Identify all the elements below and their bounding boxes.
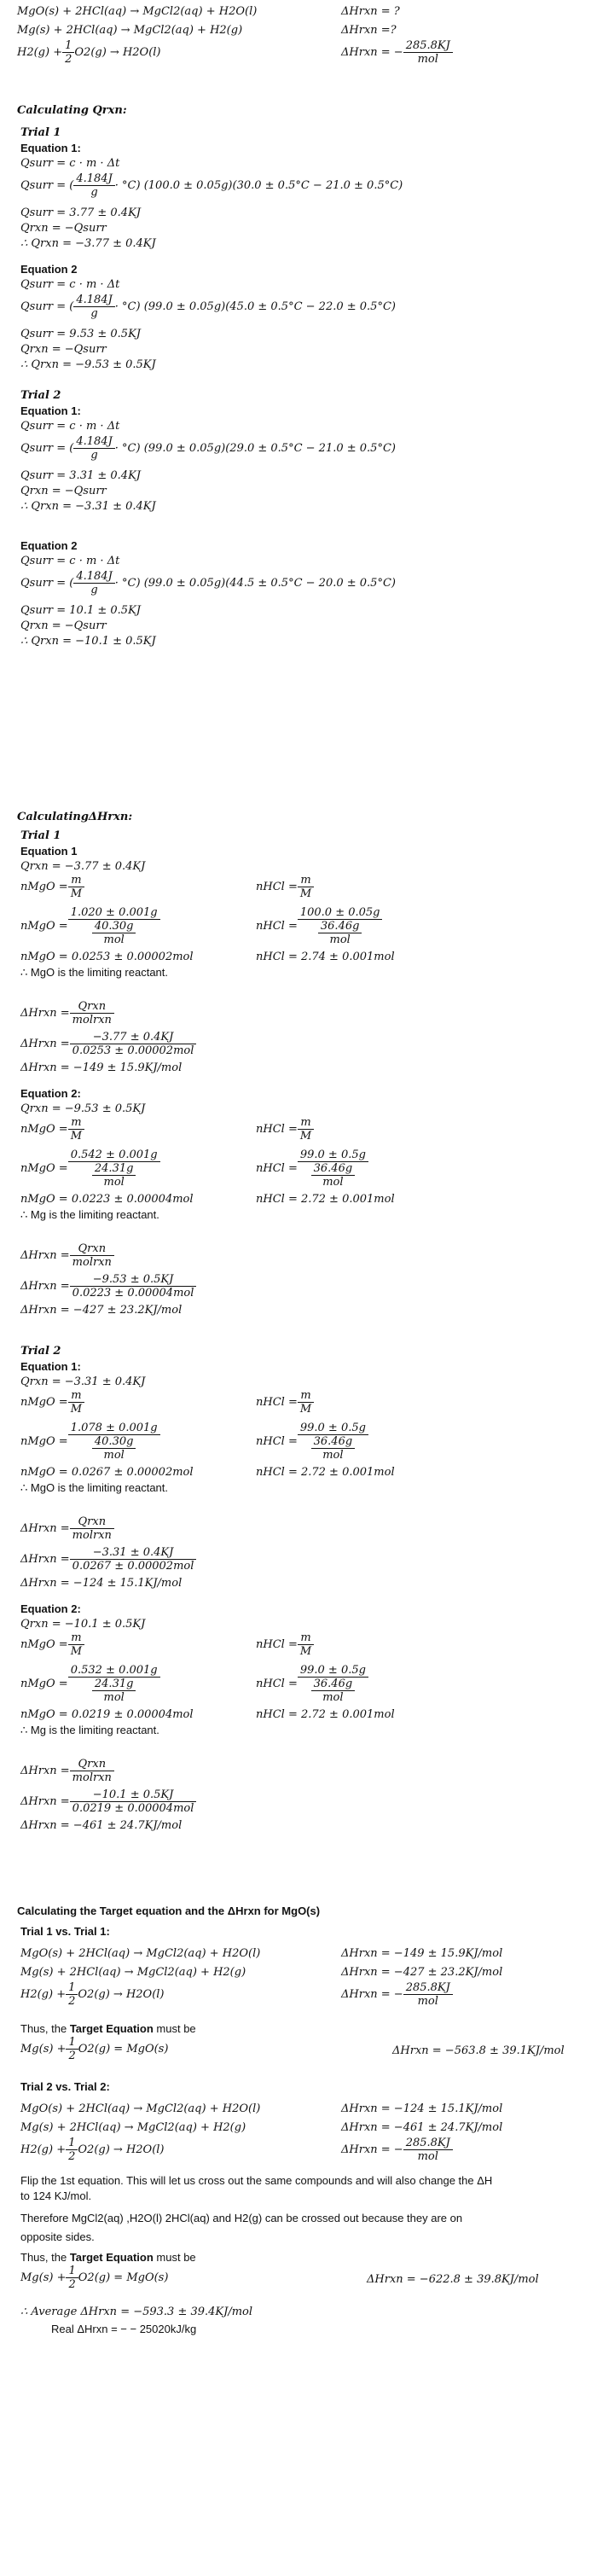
thus-post-1: must be bbox=[153, 2251, 196, 2264]
dh-calc-0-0-frac-numerator: −3.77 ± 0.4KJ bbox=[70, 1031, 197, 1044]
cmp-dh-1-1: ΔHrxn = −461 ± 24.7KJ/mol bbox=[341, 2121, 503, 2134]
cmp-dh-1-2-pre: ΔHrxn = − bbox=[341, 2143, 403, 2156]
dh-calc-0-1 bbox=[20, 1273, 196, 1300]
header-equation-2 bbox=[17, 39, 161, 66]
n-mgo-calc-frac-1-1 bbox=[68, 1664, 160, 1704]
dh-qrxn-0-0: Qrxn = −3.77 ± 0.4KJ bbox=[20, 860, 146, 873]
n-hcl-molar-frac-0-0 bbox=[318, 920, 362, 946]
dh-calc-0-1-frac-numerator: −9.53 ± 0.5KJ bbox=[70, 1273, 197, 1287]
target-equation-1-frac bbox=[66, 2265, 78, 2291]
n-hcl-molar-frac-0-0-numerator: 36.46g bbox=[318, 920, 362, 933]
n-mgo-def-0-0-frac-numerator: m bbox=[68, 874, 84, 887]
n-mgo-result-1-1: nMgO = 0.0219 ± 0.00004mol bbox=[20, 1708, 194, 1721]
n-hcl-calc-frac-0-1 bbox=[298, 1148, 368, 1189]
dh-eq-label-1-1: Equation 2: bbox=[20, 1602, 81, 1615]
q-surr-result-0-1: Qsurr = 9.53 ± 0.5KJ bbox=[20, 328, 141, 340]
q-trial-label-0: Trial 1 bbox=[20, 126, 61, 139]
n-hcl-molar-frac-1-0 bbox=[311, 1435, 356, 1462]
cmp-equation-1-2-pre: H2(g) + bbox=[20, 2143, 67, 2156]
dh-calc-1-0-frac bbox=[70, 1546, 197, 1573]
n-mgo-def-0-1-frac bbox=[68, 1116, 84, 1143]
n-hcl-calc-0-1 bbox=[256, 1148, 368, 1189]
dh-def-0-1 bbox=[20, 1242, 114, 1269]
dh-def-0-1-frac-denominator: molrxn bbox=[72, 1256, 112, 1269]
therefore-note-2: opposite sides. bbox=[20, 2230, 95, 2243]
dh-result-0-1: ΔHrxn = −427 ± 23.2KJ/mol bbox=[20, 1304, 183, 1317]
dh-calc-1-0-frac-denominator: 0.0267 ± 0.00002mol bbox=[72, 1560, 194, 1573]
q-rxn-eq-1-1: Qrxn = −Qsurr bbox=[20, 619, 107, 632]
real-dh: Real ΔHrxn = − − 25020kJ/kg bbox=[51, 2323, 197, 2335]
cmp-dh-1-0: ΔHrxn = −124 ± 15.1KJ/mol bbox=[341, 2102, 503, 2115]
dh-eq-label-0-0: Equation 1 bbox=[20, 845, 78, 858]
q-calc-0-1 bbox=[20, 294, 396, 320]
cmp-dh-0-1: ΔHrxn = −427 ± 23.2KJ/mol bbox=[341, 1966, 503, 1979]
n-mgo-result-1-0: nMgO = 0.0267 ± 0.00002mol bbox=[20, 1466, 194, 1479]
header-equation-1: Mg(s) + 2HCl(aq) → MgCl2(aq) + H2(g) bbox=[17, 24, 243, 37]
q-calc-0-0-frac bbox=[73, 172, 114, 199]
n-mgo-molar-mass bbox=[68, 920, 160, 946]
q-calc-1-1-frac bbox=[73, 570, 114, 596]
dh-calc-1-1-frac-denominator: 0.0219 ± 0.00004mol bbox=[72, 1802, 194, 1815]
q-section-title: Calculating Qrxn: bbox=[17, 104, 127, 117]
dh-def-1-1-frac-denominator: molrxn bbox=[72, 1771, 112, 1784]
q-rxn-result-1-0: ∴ Qrxn = −3.31 ± 0.4KJ bbox=[20, 500, 156, 513]
n-hcl-molar-frac-1-1-denominator: mol bbox=[322, 1691, 344, 1704]
n-hcl-calc-label-0-1: nHCl = bbox=[256, 1162, 298, 1175]
n-hcl-molar-mass bbox=[298, 920, 383, 946]
dh-calc-1-1-pre: ΔHrxn = bbox=[20, 1795, 70, 1808]
dh-def-1-1 bbox=[20, 1758, 114, 1784]
dh-def-1-1-pre: ΔHrxn = bbox=[20, 1765, 70, 1777]
cmp-equation-1-2-post: O2(g) → H2O(l) bbox=[78, 2143, 165, 2156]
n-mgo-result-0-0: nMgO = 0.0253 ± 0.00002mol bbox=[20, 951, 194, 963]
n-hcl-def-0-1-frac-denominator: M bbox=[299, 1130, 312, 1143]
cmp-equation-0-2 bbox=[20, 1981, 165, 2008]
target-equation-1-frac-denominator: 2 bbox=[68, 2278, 76, 2291]
dh-def-0-0 bbox=[20, 1000, 114, 1026]
q-calc-0-1-post: · °C) (99.0 ± 0.05g)(45.0 ± 0.5°C − 22.0 ± 0.5°C) bbox=[114, 300, 396, 313]
cmp-dh-0-2-pre: ΔHrxn = − bbox=[341, 1988, 403, 2001]
n-mgo-result-0-1: nMgO = 0.0223 ± 0.00004mol bbox=[20, 1193, 194, 1206]
n-mgo-molar-frac-0-1-denominator: mol bbox=[103, 1176, 125, 1189]
q-rxn-result-0-0: ∴ Qrxn = −3.77 ± 0.4KJ bbox=[20, 237, 156, 250]
cmp-equation-0-2-pre: H2(g) + bbox=[20, 1988, 67, 2001]
q-calc-0-1-pre: Qsurr = ( bbox=[20, 300, 74, 313]
n-hcl-molar-frac-1-0-numerator: 36.46g bbox=[311, 1435, 356, 1449]
q-calc-1-0-frac bbox=[73, 435, 114, 462]
n-hcl-def-0-0-pre: nHCl = bbox=[256, 881, 298, 893]
q-eq-label-1-1: Equation 2 bbox=[20, 539, 78, 552]
q-rxn-result-1-1: ∴ Qrxn = −10.1 ± 0.5KJ bbox=[20, 635, 156, 648]
target-equation-0-frac bbox=[66, 2036, 78, 2062]
cmp-equation-0-0: MgO(s) + 2HCl(aq) → MgCl2(aq) + H2O(l) bbox=[20, 1947, 261, 1960]
n-mgo-def-1-0-frac-numerator: m bbox=[68, 1389, 84, 1403]
n-hcl-def-1-0 bbox=[256, 1389, 314, 1416]
header-dh-2-frac bbox=[403, 39, 453, 66]
n-hcl-def-1-1 bbox=[256, 1631, 314, 1658]
q-calc-1-0-frac-denominator: g bbox=[90, 449, 98, 462]
n-mgo-molar-frac-0-1 bbox=[92, 1162, 136, 1189]
n-mgo-def-1-1-frac-numerator: m bbox=[68, 1631, 84, 1645]
cmp-equation-1-2-frac-denominator: 2 bbox=[68, 2150, 76, 2163]
dh-def-1-0-frac-denominator: molrxn bbox=[72, 1529, 112, 1542]
dh-calc-1-1-frac bbox=[70, 1788, 197, 1815]
n-mgo-molar-frac-0-0 bbox=[92, 920, 136, 946]
n-hcl-molar-frac-0-1 bbox=[311, 1162, 356, 1189]
n-mgo-molar-mass bbox=[68, 1678, 160, 1704]
n-hcl-result-0-0: nHCl = 2.74 ± 0.001mol bbox=[256, 951, 395, 963]
header-dh-2-frac-denominator: mol bbox=[417, 53, 438, 66]
n-hcl-def-1-1-pre: nHCl = bbox=[256, 1638, 298, 1651]
cmp-equation-1-2-frac-numerator: 1 bbox=[66, 2137, 78, 2150]
limiting-reactant-1-1: ∴ Mg is the limiting reactant. bbox=[20, 1724, 159, 1736]
q-rxn-result-0-1: ∴ Qrxn = −9.53 ± 0.5KJ bbox=[20, 358, 156, 371]
dh-calc-1-0-pre: ΔHrxn = bbox=[20, 1553, 70, 1566]
q-calc-0-0 bbox=[20, 172, 403, 199]
q-formula-1-0: Qsurr = c · m · Δt bbox=[20, 420, 120, 433]
n-mgo-def-0-0-frac-denominator: M bbox=[70, 887, 83, 900]
n-hcl-molar-mass bbox=[298, 1162, 368, 1189]
dh-trial-label-0: Trial 1 bbox=[20, 829, 61, 842]
q-calc-0-0-frac-denominator: g bbox=[90, 186, 98, 199]
cmp-equation-1-2-frac bbox=[66, 2137, 78, 2163]
cmp-equation-0-2-frac-denominator: 2 bbox=[68, 1995, 76, 2008]
dh-calc-0-0-frac bbox=[70, 1031, 197, 1057]
n-mgo-calc-label-0-0: nMgO = bbox=[20, 920, 68, 933]
header-equation-2-frac-numerator: 1 bbox=[62, 39, 74, 53]
target-equation-0 bbox=[20, 2036, 168, 2062]
n-mgo-mass: 1.020 ± 0.001g bbox=[68, 906, 160, 920]
n-hcl-def-0-1-pre: nHCl = bbox=[256, 1123, 298, 1136]
n-hcl-molar-mass bbox=[298, 1678, 368, 1704]
n-hcl-calc-0-0 bbox=[256, 906, 382, 946]
dh-def-0-1-pre: ΔHrxn = bbox=[20, 1249, 70, 1262]
q-calc-0-0-pre: Qsurr = ( bbox=[20, 179, 74, 192]
cmp-dh-1-2-frac-denominator: mol bbox=[417, 2150, 438, 2163]
dh-calc-0-1-frac bbox=[70, 1273, 197, 1300]
limiting-reactant-0-1: ∴ Mg is the limiting reactant. bbox=[20, 1208, 159, 1221]
n-mgo-calc-frac-0-1 bbox=[68, 1148, 160, 1189]
n-hcl-mass: 99.0 ± 0.5g bbox=[298, 1148, 368, 1162]
target-equation-0-post: O2(g) = MgO(s) bbox=[78, 2043, 169, 2056]
dh-calc-0-1-pre: ΔHrxn = bbox=[20, 1280, 70, 1293]
dh-def-0-1-frac bbox=[70, 1242, 114, 1269]
n-hcl-molar-frac-0-0-denominator: mol bbox=[329, 933, 351, 946]
n-hcl-def-0-0-frac-numerator: m bbox=[298, 874, 314, 887]
n-mgo-molar-mass bbox=[68, 1435, 160, 1462]
n-mgo-molar-mass bbox=[68, 1162, 160, 1189]
dh-qrxn-1-1: Qrxn = −10.1 ± 0.5KJ bbox=[20, 1618, 146, 1631]
cmp-equation-0-1: Mg(s) + 2HCl(aq) → MgCl2(aq) + H2(g) bbox=[20, 1966, 246, 1979]
n-mgo-def-0-1 bbox=[20, 1116, 84, 1143]
n-hcl-molar-frac-1-0-denominator: mol bbox=[322, 1449, 344, 1462]
q-calc-1-0-pre: Qsurr = ( bbox=[20, 442, 74, 455]
target-section-title: Calculating the Target equation and the ΔHrxn for MgO(s) bbox=[17, 1904, 321, 1917]
q-calc-1-1-frac-numerator: 4.184J bbox=[73, 570, 114, 584]
n-hcl-molar-frac-1-1-numerator: 36.46g bbox=[311, 1678, 356, 1691]
n-hcl-calc-label-1-0: nHCl = bbox=[256, 1435, 298, 1448]
target-equation-0-pre: Mg(s) + bbox=[20, 2043, 67, 2056]
n-hcl-molar-frac-1-1 bbox=[311, 1678, 356, 1704]
dh-def-1-1-frac-numerator: Qrxn bbox=[70, 1758, 114, 1771]
n-hcl-def-1-0-frac bbox=[298, 1389, 314, 1416]
n-mgo-def-1-0 bbox=[20, 1389, 84, 1416]
dh-calc-1-0-frac-numerator: −3.31 ± 0.4KJ bbox=[70, 1546, 197, 1560]
n-mgo-molar-frac-0-1-numerator: 24.31g bbox=[92, 1162, 136, 1176]
n-mgo-mass: 1.078 ± 0.001g bbox=[68, 1422, 160, 1435]
n-hcl-calc-1-0 bbox=[256, 1422, 368, 1462]
q-surr-result-1-1: Qsurr = 10.1 ± 0.5KJ bbox=[20, 604, 141, 617]
q-rxn-eq-1-0: Qrxn = −Qsurr bbox=[20, 485, 107, 497]
q-formula-0-0: Qsurr = c · m · Δt bbox=[20, 157, 120, 170]
q-calc-1-0 bbox=[20, 435, 396, 462]
q-formula-0-1: Qsurr = c · m · Δt bbox=[20, 278, 120, 291]
target-equation-1-frac-numerator: 1 bbox=[66, 2265, 78, 2278]
q-calc-1-1 bbox=[20, 570, 396, 596]
n-hcl-def-0-0-frac-denominator: M bbox=[299, 887, 312, 900]
n-hcl-molar-mass bbox=[298, 1435, 368, 1462]
header-equation-2-frac bbox=[62, 39, 74, 66]
dh-eq-label-0-1: Equation 2: bbox=[20, 1087, 81, 1100]
n-mgo-calc-label-0-1: nMgO = bbox=[20, 1162, 68, 1175]
cmp-equation-0-2-frac bbox=[66, 1981, 78, 2008]
n-mgo-def-1-1-pre: nMgO = bbox=[20, 1638, 68, 1651]
q-eq-label-0-0: Equation 1: bbox=[20, 142, 81, 154]
n-mgo-molar-frac-1-0-denominator: mol bbox=[103, 1449, 125, 1462]
n-hcl-def-1-0-frac-numerator: m bbox=[298, 1389, 314, 1403]
n-mgo-def-0-1-frac-numerator: m bbox=[68, 1116, 84, 1130]
cmp-dh-0-2-frac-denominator: mol bbox=[417, 1995, 438, 2008]
dh-result-0-0: ΔHrxn = −149 ± 15.9KJ/mol bbox=[20, 1061, 183, 1074]
dh-calc-1-1 bbox=[20, 1788, 196, 1815]
thus-line-1 bbox=[20, 2251, 196, 2265]
dh-def-0-0-pre: ΔHrxn = bbox=[20, 1007, 70, 1020]
n-mgo-molar-frac-1-1 bbox=[92, 1678, 136, 1704]
n-hcl-def-0-0-frac bbox=[298, 874, 314, 900]
cmp-equation-1-2 bbox=[20, 2137, 165, 2163]
n-mgo-mass: 0.532 ± 0.001g bbox=[68, 1664, 160, 1678]
q-calc-1-1-frac-denominator: g bbox=[90, 584, 98, 596]
cmp-dh-0-2 bbox=[341, 1981, 453, 2008]
q-calc-1-1-post: · °C) (99.0 ± 0.05g)(44.5 ± 0.5°C − 20.0 ± 0.5°C) bbox=[114, 577, 396, 590]
dh-def-0-1-frac-numerator: Qrxn bbox=[70, 1242, 114, 1256]
n-hcl-def-1-0-pre: nHCl = bbox=[256, 1396, 298, 1409]
dh-qrxn-1-0: Qrxn = −3.31 ± 0.4KJ bbox=[20, 1375, 146, 1388]
header-equation-2-post: O2(g) → H2O(l) bbox=[74, 46, 161, 59]
cmp-dh-0-2-frac bbox=[403, 1981, 453, 2008]
target-dh-1: ΔHrxn = −622.8 ± 39.8KJ/mol bbox=[367, 2273, 539, 2286]
n-mgo-calc-0-1 bbox=[20, 1148, 160, 1189]
n-mgo-calc-frac-0-0 bbox=[68, 906, 160, 946]
dh-calc-0-0-pre: ΔHrxn = bbox=[20, 1038, 70, 1050]
n-mgo-molar-frac-0-0-numerator: 40.30g bbox=[92, 920, 136, 933]
comparison-label-1: Trial 2 vs. Trial 2: bbox=[20, 2080, 110, 2093]
flip-note-2: to 124 KJ/mol. bbox=[20, 2189, 92, 2202]
n-hcl-calc-frac-1-1 bbox=[298, 1664, 368, 1704]
n-mgo-calc-label-1-1: nMgO = bbox=[20, 1678, 68, 1690]
thus-bold-1: Target Equation bbox=[69, 2251, 154, 2264]
dh-def-1-0 bbox=[20, 1515, 114, 1542]
n-mgo-def-1-0-frac-denominator: M bbox=[70, 1403, 83, 1416]
q-trial-label-1: Trial 2 bbox=[20, 389, 61, 402]
n-hcl-calc-frac-1-0 bbox=[298, 1422, 368, 1462]
n-hcl-def-0-1-frac-numerator: m bbox=[298, 1116, 314, 1130]
dh-def-0-0-frac bbox=[70, 1000, 114, 1026]
n-hcl-def-1-1-frac bbox=[298, 1631, 314, 1658]
n-hcl-def-0-1 bbox=[256, 1116, 314, 1143]
dh-section-title: CalculatingΔHrxn: bbox=[17, 811, 133, 823]
dh-def-0-0-frac-numerator: Qrxn bbox=[70, 1000, 114, 1014]
target-equation-1-post: O2(g) = MgO(s) bbox=[78, 2271, 169, 2284]
n-mgo-def-1-0-pre: nMgO = bbox=[20, 1396, 68, 1409]
q-surr-result-0-0: Qsurr = 3.77 ± 0.4KJ bbox=[20, 206, 141, 219]
n-mgo-molar-frac-1-1-numerator: 24.31g bbox=[92, 1678, 136, 1691]
limiting-reactant-1-0: ∴ MgO is the limiting reactant. bbox=[20, 1481, 168, 1494]
target-equation-1-pre: Mg(s) + bbox=[20, 2271, 67, 2284]
n-mgo-molar-frac-1-1-denominator: mol bbox=[103, 1691, 125, 1704]
cmp-dh-0-2-frac-numerator: 285.8KJ bbox=[403, 1981, 453, 1995]
n-hcl-calc-frac-0-0 bbox=[298, 906, 383, 946]
cmp-equation-0-2-post: O2(g) → H2O(l) bbox=[78, 1988, 165, 2001]
cmp-equation-0-2-frac-numerator: 1 bbox=[66, 1981, 78, 1995]
cmp-equation-1-1: Mg(s) + 2HCl(aq) → MgCl2(aq) + H2(g) bbox=[20, 2121, 246, 2134]
dh-def-0-0-frac-denominator: molrxn bbox=[72, 1014, 112, 1026]
q-calc-0-0-frac-numerator: 4.184J bbox=[73, 172, 114, 186]
n-hcl-calc-1-1 bbox=[256, 1664, 368, 1704]
header-dh-2 bbox=[341, 39, 453, 66]
n-hcl-mass: 100.0 ± 0.05g bbox=[298, 906, 383, 920]
thus-bold-0: Target Equation bbox=[69, 2022, 154, 2035]
n-mgo-calc-1-1 bbox=[20, 1664, 160, 1704]
header-equation-0: MgO(s) + 2HCl(aq) → MgCl2(aq) + H2O(l) bbox=[17, 5, 258, 18]
thus-pre-1: Thus, the bbox=[20, 2251, 70, 2264]
n-hcl-calc-label-0-0: nHCl = bbox=[256, 920, 298, 933]
n-hcl-def-1-1-frac-denominator: M bbox=[299, 1645, 312, 1658]
n-mgo-calc-label-1-0: nMgO = bbox=[20, 1435, 68, 1448]
cmp-equation-1-0: MgO(s) + 2HCl(aq) → MgCl2(aq) + H2O(l) bbox=[20, 2102, 261, 2115]
q-eq-label-0-1: Equation 2 bbox=[20, 263, 78, 276]
average-dh: ∴ Average ΔHrxn = −593.3 ± 39.4KJ/mol bbox=[20, 2306, 253, 2318]
n-mgo-def-0-0-frac bbox=[68, 874, 84, 900]
header-dh-0: ΔHrxn = ? bbox=[341, 5, 400, 18]
target-equation-1 bbox=[20, 2265, 168, 2291]
header-dh-1: ΔHrxn =? bbox=[341, 24, 397, 37]
n-hcl-molar-frac-0-1-numerator: 36.46g bbox=[311, 1162, 356, 1176]
n-hcl-def-0-0 bbox=[256, 874, 314, 900]
dh-trial-label-1: Trial 2 bbox=[20, 1345, 61, 1358]
dh-result-1-0: ΔHrxn = −124 ± 15.1KJ/mol bbox=[20, 1577, 183, 1590]
n-mgo-def-0-1-pre: nMgO = bbox=[20, 1123, 68, 1136]
n-hcl-result-1-1: nHCl = 2.72 ± 0.001mol bbox=[256, 1708, 395, 1721]
dh-result-1-1: ΔHrxn = −461 ± 24.7KJ/mol bbox=[20, 1819, 183, 1832]
limiting-reactant-0-0: ∴ MgO is the limiting reactant. bbox=[20, 966, 168, 979]
dh-def-1-0-pre: ΔHrxn = bbox=[20, 1522, 70, 1535]
n-hcl-mass: 99.0 ± 0.5g bbox=[298, 1422, 368, 1435]
n-hcl-def-0-1-frac bbox=[298, 1116, 314, 1143]
q-calc-1-1-pre: Qsurr = ( bbox=[20, 577, 74, 590]
dh-qrxn-0-1: Qrxn = −9.53 ± 0.5KJ bbox=[20, 1102, 146, 1115]
therefore-note-1: Therefore MgCl2(aq) ,H2O(l) 2HCl(aq) and H2(g) can be crossed out because they are on bbox=[20, 2212, 463, 2224]
n-mgo-def-0-0 bbox=[20, 874, 84, 900]
thus-line-0 bbox=[20, 2022, 196, 2036]
dh-def-1-0-frac bbox=[70, 1515, 114, 1542]
n-mgo-molar-frac-1-0-numerator: 40.30g bbox=[92, 1435, 136, 1449]
q-calc-1-0-post: · °C) (99.0 ± 0.05g)(29.0 ± 0.5°C − 21.0 ± 0.5°C) bbox=[114, 442, 396, 455]
cmp-dh-1-2 bbox=[341, 2137, 453, 2163]
thus-pre-0: Thus, the bbox=[20, 2022, 70, 2035]
dh-def-1-1-frac bbox=[70, 1758, 114, 1784]
dh-eq-label-1-0: Equation 1: bbox=[20, 1360, 81, 1373]
n-hcl-calc-label-1-1: nHCl = bbox=[256, 1678, 298, 1690]
n-hcl-result-0-1: nHCl = 2.72 ± 0.001mol bbox=[256, 1193, 395, 1206]
header-equation-2-frac-denominator: 2 bbox=[65, 53, 72, 66]
q-calc-0-1-frac-denominator: g bbox=[90, 307, 98, 320]
n-mgo-calc-0-0 bbox=[20, 906, 160, 946]
target-equation-0-frac-numerator: 1 bbox=[66, 2036, 78, 2050]
dh-calc-0-1-frac-denominator: 0.0223 ± 0.00004mol bbox=[72, 1287, 194, 1300]
n-hcl-def-1-1-frac-numerator: m bbox=[298, 1631, 314, 1645]
n-hcl-mass: 99.0 ± 0.5g bbox=[298, 1664, 368, 1678]
flip-note-1: Flip the 1st equation. This will let us cross out the same compounds and will also change the ΔH bbox=[20, 2174, 493, 2187]
q-rxn-eq-0-0: Qrxn = −Qsurr bbox=[20, 222, 107, 235]
n-mgo-mass: 0.542 ± 0.001g bbox=[68, 1148, 160, 1162]
dh-def-1-0-frac-numerator: Qrxn bbox=[70, 1515, 114, 1529]
dh-calc-0-0 bbox=[20, 1031, 196, 1057]
thus-post-0: must be bbox=[153, 2022, 196, 2035]
n-mgo-def-1-1 bbox=[20, 1631, 84, 1658]
q-eq-label-1-0: Equation 1: bbox=[20, 404, 81, 417]
target-dh-0: ΔHrxn = −563.8 ± 39.1KJ/mol bbox=[392, 2044, 565, 2057]
n-mgo-molar-frac-0-0-denominator: mol bbox=[103, 933, 125, 946]
n-mgo-def-0-1-frac-denominator: M bbox=[70, 1130, 83, 1143]
header-dh-2-pre: ΔHrxn = − bbox=[341, 46, 403, 59]
n-mgo-def-1-0-frac bbox=[68, 1389, 84, 1416]
n-mgo-def-1-1-frac bbox=[68, 1631, 84, 1658]
q-calc-0-1-frac-numerator: 4.184J bbox=[73, 294, 114, 307]
q-formula-1-1: Qsurr = c · m · Δt bbox=[20, 555, 120, 567]
q-rxn-eq-0-1: Qrxn = −Qsurr bbox=[20, 343, 107, 356]
n-hcl-result-1-0: nHCl = 2.72 ± 0.001mol bbox=[256, 1466, 395, 1479]
n-mgo-molar-frac-1-0 bbox=[92, 1435, 136, 1462]
q-surr-result-1-0: Qsurr = 3.31 ± 0.4KJ bbox=[20, 469, 141, 482]
dh-calc-1-0 bbox=[20, 1546, 196, 1573]
header-equation-2-pre: H2(g) + bbox=[17, 46, 63, 59]
q-calc-1-0-frac-numerator: 4.184J bbox=[73, 435, 114, 449]
n-mgo-calc-1-0 bbox=[20, 1422, 160, 1462]
n-hcl-def-1-0-frac-denominator: M bbox=[299, 1403, 312, 1416]
n-hcl-molar-frac-0-1-denominator: mol bbox=[322, 1176, 344, 1189]
dh-calc-1-1-frac-numerator: −10.1 ± 0.5KJ bbox=[70, 1788, 197, 1802]
n-mgo-def-0-0-pre: nMgO = bbox=[20, 881, 68, 893]
cmp-dh-1-2-frac bbox=[403, 2137, 453, 2163]
cmp-dh-0-0: ΔHrxn = −149 ± 15.9KJ/mol bbox=[341, 1947, 503, 1960]
header-dh-2-frac-numerator: 285.8KJ bbox=[403, 39, 453, 53]
q-calc-0-0-post: · °C) (100.0 ± 0.05g)(30.0 ± 0.5°C − 21.0 ± 0.5°C) bbox=[114, 179, 403, 192]
q-calc-0-1-frac bbox=[73, 294, 114, 320]
comparison-label-0: Trial 1 vs. Trial 1: bbox=[20, 1925, 110, 1938]
cmp-dh-1-2-frac-numerator: 285.8KJ bbox=[403, 2137, 453, 2150]
n-mgo-calc-frac-1-0 bbox=[68, 1422, 160, 1462]
target-equation-0-frac-denominator: 2 bbox=[68, 2050, 76, 2062]
dh-calc-0-0-frac-denominator: 0.0253 ± 0.00002mol bbox=[72, 1044, 194, 1057]
n-mgo-def-1-1-frac-denominator: M bbox=[70, 1645, 83, 1658]
